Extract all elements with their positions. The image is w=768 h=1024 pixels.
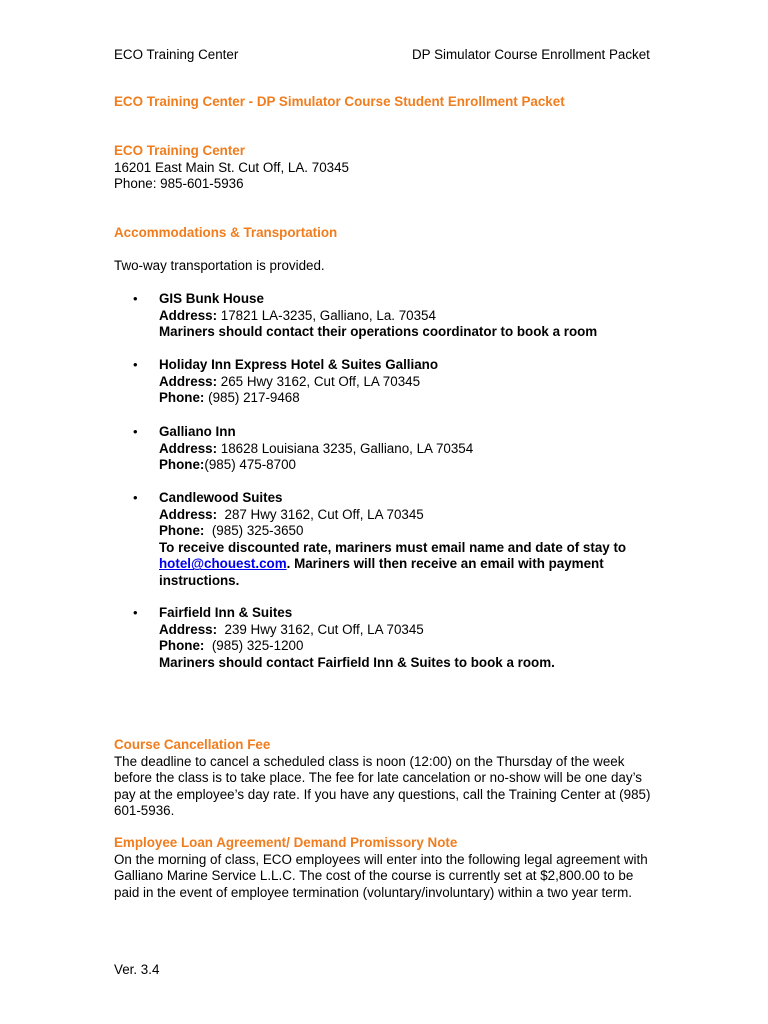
hotel-note: Mariners should contact Fairfield Inn & Suites to book a room.: [159, 654, 555, 670]
accommodations-heading: Accommodations & Transportation: [114, 225, 338, 240]
bullet-icon: •: [133, 605, 138, 620]
phone-label: Phone:: [159, 457, 205, 473]
phone-label: Phone:: [159, 390, 205, 406]
cancellation-heading: Course Cancellation Fee: [114, 737, 271, 752]
hotel-address: 287 Hwy 3162, Cut Off, LA 70345: [224, 506, 424, 522]
hotel-phone: (985) 217-9468: [208, 390, 300, 406]
email-link[interactable]: hotel@chouest.com: [159, 556, 287, 572]
center-phone: Phone: 985-601-5936: [114, 176, 244, 192]
hotel-name: Galliano Inn: [159, 424, 236, 439]
note-after: . Mariners will then receive an email with payment instructions.: [159, 556, 604, 588]
list-item: [133, 424, 679, 474]
version-footer: Ver. 3.4: [114, 962, 160, 977]
bullet-icon: •: [133, 357, 138, 372]
list-item: [133, 357, 679, 407]
list-item: [133, 291, 679, 341]
header-left: ECO Training Center: [114, 47, 239, 62]
bullet-icon: •: [133, 490, 138, 505]
hotel-address: 17821 LA-3235, Galliano, La. 70354: [220, 307, 436, 323]
cancellation-body: The deadline to cancel a scheduled class is noon (12:00) on the Thursday of the week before the class is to take place. The fee for late cancelation or no-show will be one day’s pay at the employee’s day rate. If you have any questions, call the Training Center at (985) 601-5936.: [114, 753, 651, 819]
hotel-address: 239 Hwy 3162, Cut Off, LA 70345: [224, 621, 424, 637]
hotel-note: Mariners should contact their operations coordinator to book a room: [159, 324, 598, 340]
document-title: ECO Training Center - DP Simulator Course Student Enrollment Packet: [114, 94, 565, 109]
list-item: [133, 605, 679, 671]
hotel-address: 18628 Louisiana 3235, Galliano, LA 70354: [220, 440, 474, 456]
phone-label: Phone:: [159, 638, 205, 654]
hotel-name: Holiday Inn Express Hotel & Suites Galliano: [159, 357, 439, 372]
address-label: Address:: [159, 506, 218, 522]
address-label: Address:: [159, 621, 218, 637]
center-heading: ECO Training Center: [114, 143, 245, 158]
address-label: Address:: [159, 440, 218, 456]
hotel-address: 265 Hwy 3162, Cut Off, LA 70345: [220, 373, 421, 389]
loan-heading: Employee Loan Agreement/ Demand Promissory Note: [114, 835, 458, 850]
hotel-name: Candlewood Suites: [159, 490, 283, 505]
hotel-phone: (985) 325-1200: [211, 638, 304, 654]
hotel-note: [159, 540, 659, 590]
list-item: [133, 490, 679, 590]
address-label: Address:: [159, 307, 218, 323]
hotel-phone: (985) 475-8700: [204, 457, 296, 473]
loan-section: [114, 835, 659, 901]
center-block: [114, 143, 674, 193]
transportation-intro: Two-way transportation is provided.: [114, 258, 325, 273]
note-before: To receive discounted rate, mariners must email name and date of stay to: [159, 539, 627, 555]
loan-body: On the morning of class, ECO employees will enter into the following legal agreement with Galliano Marine Service L.L.C. The cost of the course is currently set at $2,800.00 to be paid in the event of employee termination (voluntary/involuntary) within a two year term.: [114, 851, 648, 900]
header-right: DP Simulator Course Enrollment Packet: [412, 47, 650, 62]
hotel-name: GIS Bunk House: [159, 291, 264, 306]
hotel-name: Fairfield Inn & Suites: [159, 605, 293, 620]
bullet-icon: •: [133, 424, 138, 439]
cancellation-section: [114, 737, 659, 820]
bullet-icon: •: [133, 291, 138, 306]
center-address: 16201 East Main St. Cut Off, LA. 70345: [114, 159, 349, 175]
hotel-phone: (985) 325-3650: [211, 523, 304, 539]
address-label: Address:: [159, 373, 218, 389]
phone-label: Phone:: [159, 523, 205, 539]
